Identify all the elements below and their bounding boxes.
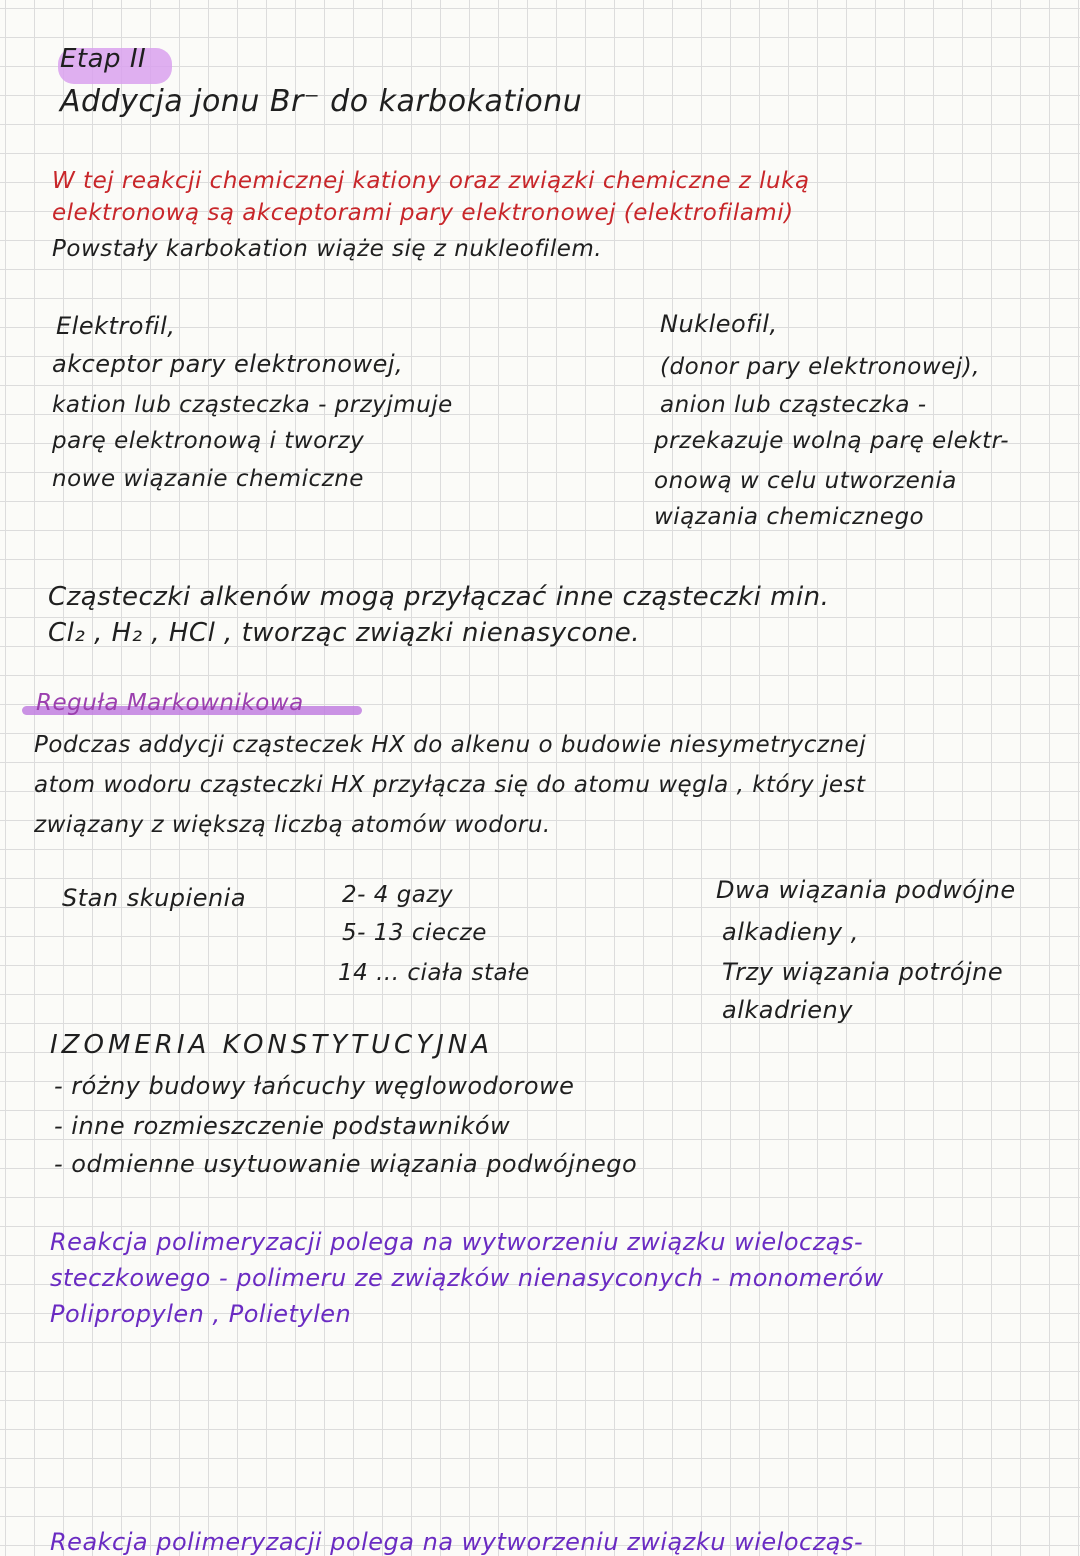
nucleophile-line: (donor pary elektronowej), [660, 354, 980, 380]
nucleophile-line: onową w celu utworzenia [654, 468, 957, 494]
polymer-line: Reakcja polimeryzacji polega na wytworzeniu związku wielocząs- [50, 1228, 864, 1256]
electrophile-line: akceptor pary elektronowej, [52, 350, 404, 378]
bonds-line: Trzy wiązania potrójne [722, 958, 1004, 986]
state-row: 5- 13 ciecze [342, 920, 487, 946]
markovnikov-title: Reguła Markownikowa [36, 690, 304, 716]
state-row: 14 ... ciała stałe [338, 960, 530, 986]
alkenes-note-line1: Cząsteczki alkenów mogą przyłączać inne cząsteczki min. [48, 582, 830, 612]
electrophile-line: parę elektronową i tworzy [52, 428, 365, 454]
electrophile-line: kation lub cząsteczka - przyjmuje [52, 392, 453, 418]
carbocation-note: Powstały karbokation wiąże się z nukleofilem. [52, 236, 603, 262]
polymer-note-line1: Reakcja polimeryzacji polega na wytworzeniu związku wielocząs- [50, 1528, 864, 1556]
isomerism-item: - różny budowy łańcuchy węglowodorowe [54, 1072, 575, 1100]
nucleophile-line: przekazuje wolną parę elektr- [654, 428, 1010, 454]
isomerism-item: - odmienne usytuowanie wiązania podwójnego [54, 1150, 638, 1178]
red-note-line1: W tej reakcji chemicznej kationy oraz związki chemiczne z luką [52, 168, 810, 194]
stage-heading: Addycja jonu Br⁻ do karbokationu [60, 84, 583, 119]
polymer-line-3: Polipropylen , Polietylen [50, 1300, 352, 1328]
state-row: 2- 4 gazy [342, 882, 454, 908]
red-note-line2: elektronową są akceptorami pary elektronowej (elektrofilami) [52, 200, 794, 226]
nucleophile-line: anion lub cząsteczka - [660, 392, 927, 418]
bonds-line: alkadieny , [722, 918, 859, 946]
electrophile-line: Elektrofil, [56, 312, 176, 340]
alkenes-note-line2: Cl₂ , H₂ , HCl , tworząc związki nienasycone. [48, 618, 641, 648]
nucleophile-line: Nukleofil, [660, 310, 778, 338]
markovnikov-line: atom wodoru cząsteczki HX przyłącza się do atomu węgla , który jest [34, 772, 866, 798]
nucleophile-line: wiązania chemicznego [654, 504, 925, 530]
stage-title: Etap II [60, 44, 147, 74]
isomerism-title: IZOMERIA KONSTYTUCYJNA [50, 1030, 493, 1060]
markovnikov-line: Podczas addycji cząsteczek HX do alkenu o budowie niesymetrycznej [34, 732, 867, 758]
bonds-line: Dwa wiązania podwójne [716, 876, 1016, 904]
isomerism-item: - inne rozmieszczenie podstawników [54, 1112, 511, 1140]
state-label: Stan skupienia [62, 884, 247, 912]
electrophile-line: nowe wiązanie chemiczne [52, 466, 364, 492]
polymer-line-2: steczkowego - polimeru ze związków nienasyconych - monomerów [50, 1264, 884, 1292]
bonds-line: alkadrieny [722, 996, 853, 1024]
markovnikov-line: związany z większą liczbą atomów wodoru. [34, 812, 551, 838]
